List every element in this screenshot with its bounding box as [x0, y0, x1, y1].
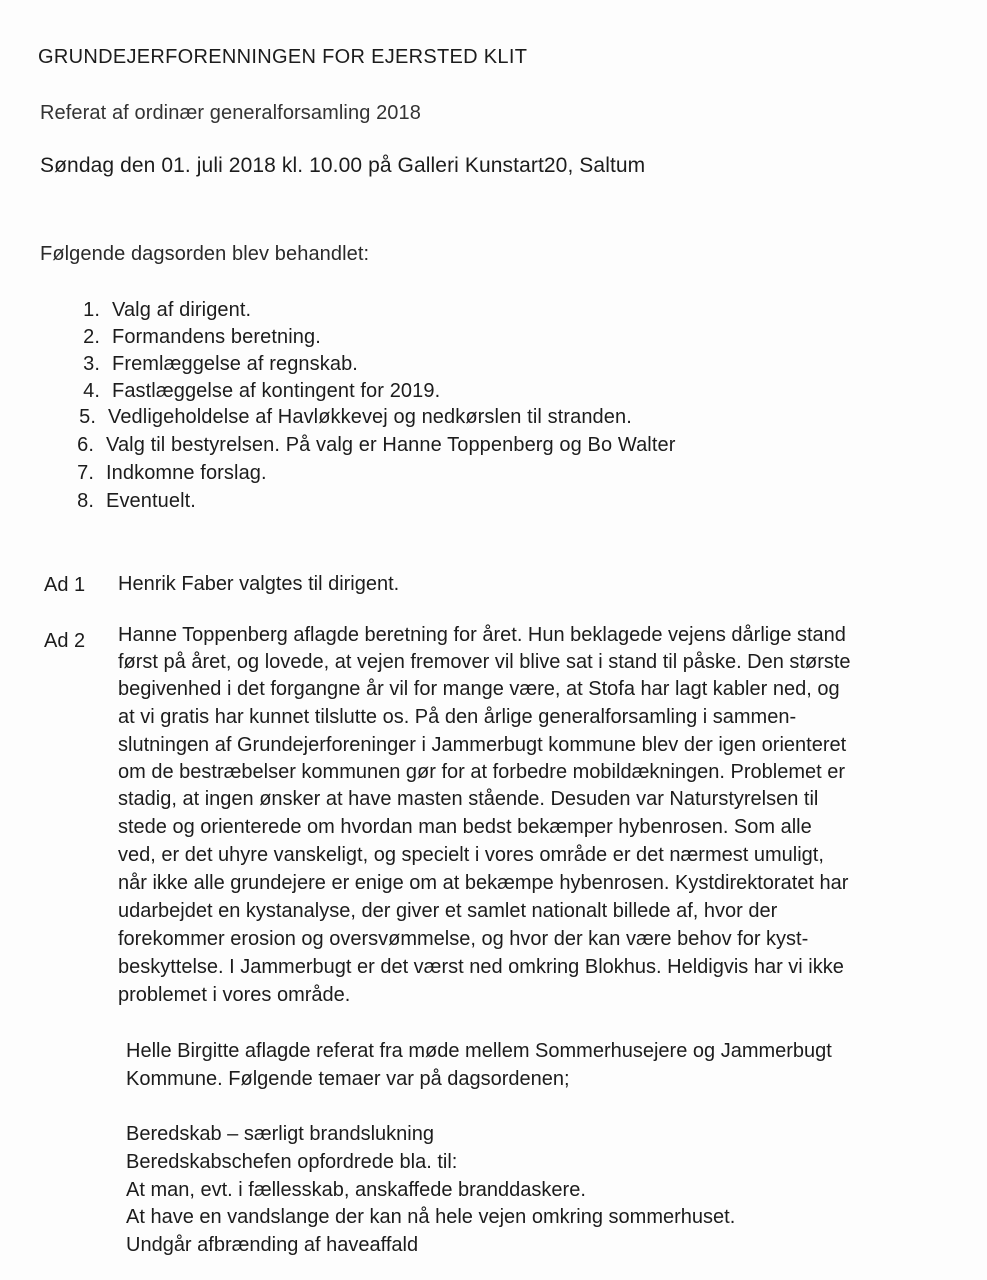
agenda-item	[56, 433, 676, 457]
agenda-item-number: 5.	[79, 406, 96, 428]
agenda-item-number: 4.	[83, 380, 100, 402]
paragraph-line: forekommer erosion og oversvømmelse, og hvor der kan være behov for kyst-	[118, 928, 809, 950]
agenda-item-text: Valg til bestyrelsen. På valg er Hanne Toppenberg og Bo Walter	[106, 434, 676, 456]
paragraph-line: udarbejdet en kystanalyse, der giver et samlet nationalt billede af, hvor der	[118, 900, 778, 922]
agenda-item-text: Eventuelt.	[106, 490, 196, 512]
paragraph-line: Helle Birgitte aflagde referat fra møde mellem Sommerhusejere og Jammerbugt	[126, 1040, 832, 1062]
paragraph-line: når ikke alle grundejere er enige om at bekæmpe hybenrosen. Kystdirektoratet har	[118, 872, 849, 894]
paragraph-line: ved, er det uhyre vanskeligt, og specielt i vores område er det nærmest umuligt,	[118, 844, 824, 866]
agenda-item-text: Vedligeholdelse af Havløkkevej og nedkørslen til stranden.	[108, 406, 632, 428]
agenda-item-number: 8.	[77, 490, 94, 512]
paragraph-line: problemet i vores område.	[118, 984, 351, 1006]
agenda-item	[62, 352, 358, 376]
agenda-item	[58, 405, 632, 429]
agenda-item-number: 3.	[83, 353, 100, 375]
agenda-intro: Følgende dagsorden blev behandlet:	[40, 243, 370, 265]
agenda-item-text: Formandens beretning.	[112, 326, 321, 348]
paragraph-line: først på året, og lovede, at vejen fremover vil blive sat i stand til påske. Den største	[118, 651, 851, 673]
paragraph-line: beskyttelse. I Jammerbugt er det værst ned omkring Blokhus. Heldigvis har vi ikke	[118, 956, 844, 978]
paragraph-line: at vi gratis har kunnet tilslutte os. På den årlige generalforsamling i sammen-	[118, 706, 797, 728]
agenda-item-number: 7.	[77, 462, 94, 484]
paragraph-line: slutningen af Grundejerforeninger i Jammerbugt kommune blev der igen orienteret	[118, 734, 847, 756]
paragraph-line: stede og orienterede om hvordan man bedst bekæmper hybenrosen. Som alle	[118, 816, 812, 838]
document-subtitle: Referat af ordinær generalforsamling 2018	[40, 102, 421, 124]
agenda-item-number: 1.	[83, 299, 100, 321]
paragraph-line: om de bestræbelser kommunen gør for at forbedre mobildækningen. Problemet er	[118, 761, 846, 783]
paragraph-line: Beredskab – særligt brandslukning	[126, 1123, 434, 1145]
paragraph-line: At man, evt. i fællesskab, anskaffede branddaskere.	[126, 1179, 586, 1201]
paragraph-line: Kommune. Følgende temaer var på dagsordenen;	[126, 1068, 570, 1090]
agenda-item-number: 6.	[77, 434, 94, 456]
meeting-dateline: Søndag den 01. juli 2018 kl. 10.00 på Galleri Kunstart20, Saltum	[40, 154, 646, 177]
agenda-item-text: Indkomne forslag.	[106, 462, 267, 484]
paragraph-line: Undgår afbrænding af haveaffald	[126, 1234, 419, 1256]
paragraph-line: Beredskabschefen opfordrede bla. til:	[126, 1151, 458, 1173]
agenda-item-text: Fastlæggelse af kontingent for 2019.	[112, 380, 441, 402]
agenda-item	[62, 325, 321, 349]
agenda-item	[62, 298, 251, 322]
agenda-item-number: 2.	[83, 326, 100, 348]
agenda-item-text: Fremlæggelse af regnskab.	[112, 353, 358, 375]
agenda-item	[56, 489, 196, 513]
paragraph-line: Hanne Toppenberg aflagde beretning for året. Hun beklagede vejens dårlige stand	[118, 624, 846, 646]
agenda-item	[56, 461, 267, 485]
section-label: Ad 2	[44, 630, 86, 652]
paragraph-line: At have en vandslange der kan nå hele vejen omkring sommerhuset.	[126, 1206, 736, 1228]
agenda-item	[62, 379, 440, 403]
section-text: Henrik Faber valgtes til dirigent.	[118, 573, 400, 595]
agenda-item-text: Valg af dirigent.	[112, 299, 252, 321]
document-title: GRUNDEJERFORENNINGEN FOR EJERSTED KLIT	[38, 46, 528, 68]
paragraph-line: stadig, at ingen ønsker at have masten stående. Desuden var Naturstyrelsen til	[118, 788, 819, 810]
section-label: Ad 1	[44, 574, 86, 596]
paragraph-line: begivenhed i det forgangne år vil for mange være, at Stofa har lagt kabler ned, og	[118, 678, 840, 700]
